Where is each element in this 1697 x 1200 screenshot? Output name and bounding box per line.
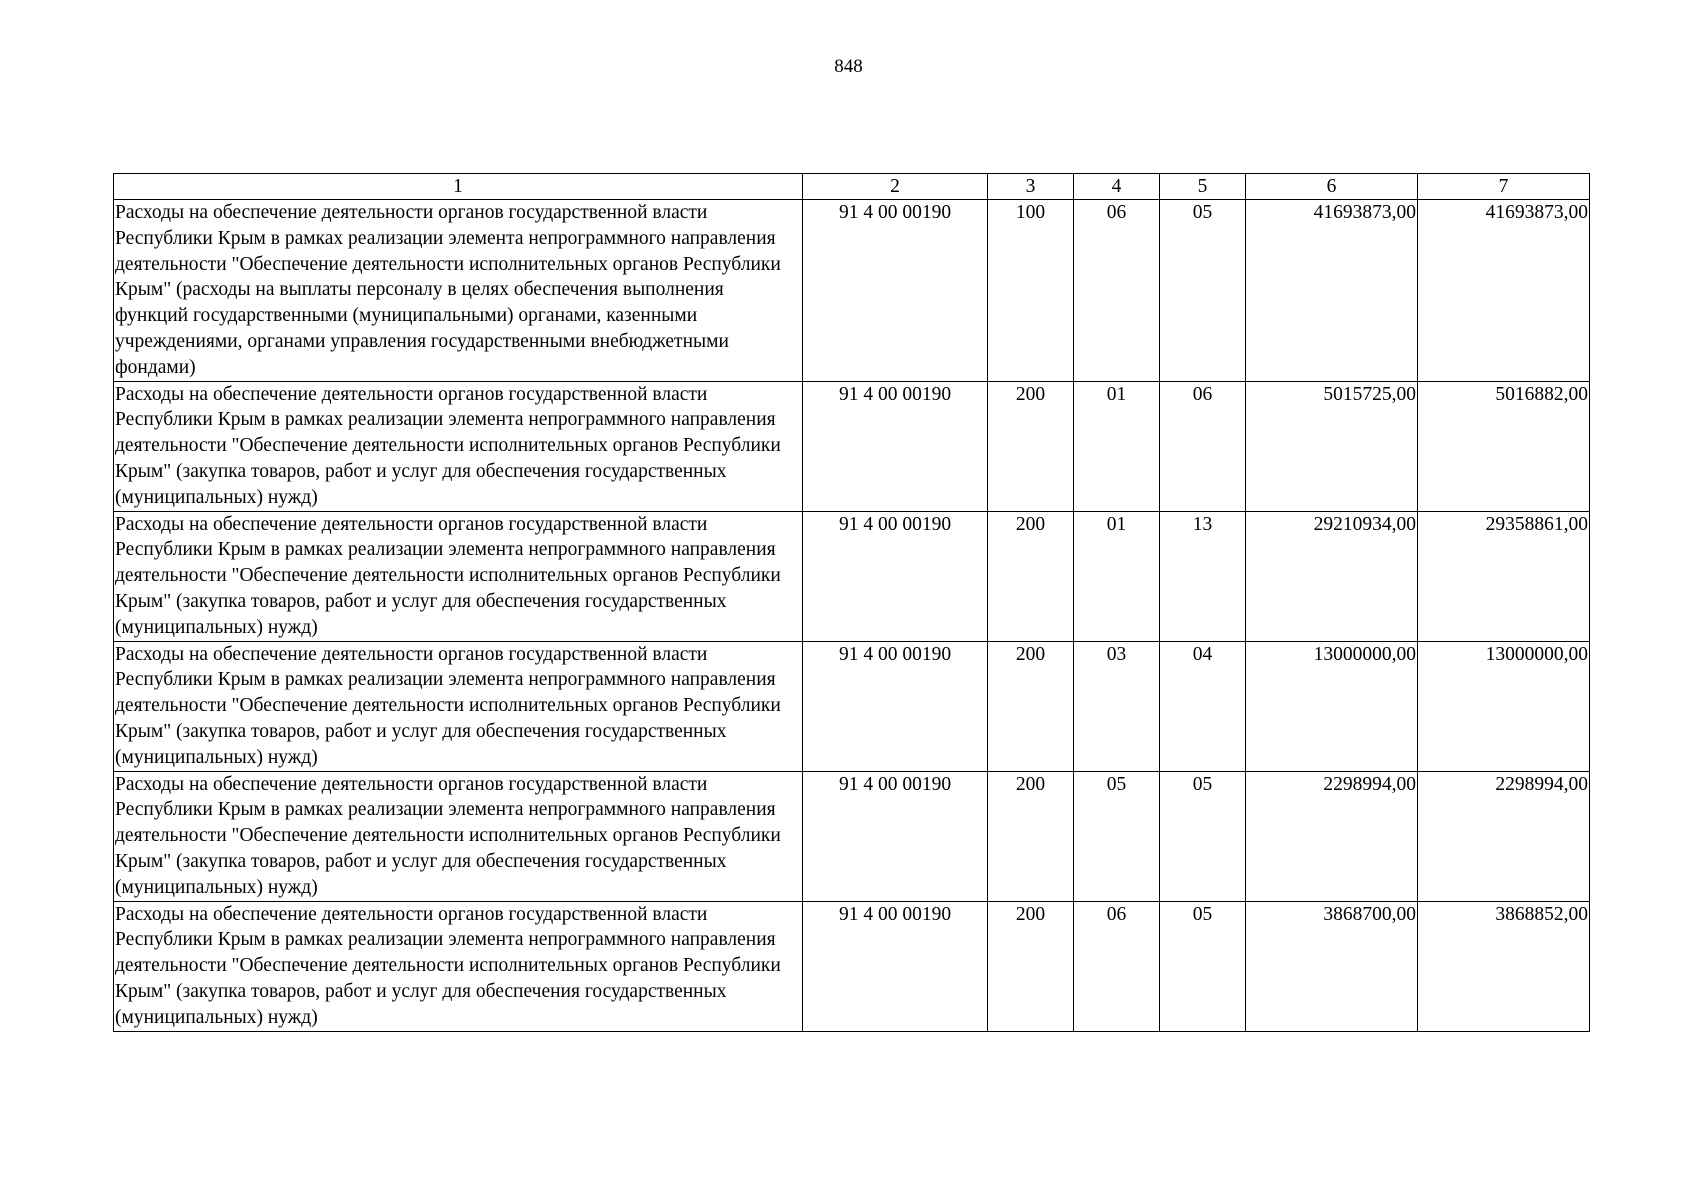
column-header-7: 7	[1418, 174, 1590, 200]
expense-description: Расходы на обеспечение деятельности органов государственной власти Республики Крым в рамках реализации элемента непрограммного направления деятельности "Обеспечение деятельности исполнительных органов Республики Крым" (закупка товаров, работ и услуг для обеспечения государственных (муниципальных) нужд)	[114, 511, 803, 641]
expense-type-code: 100	[988, 200, 1074, 382]
subsection-code: 04	[1160, 641, 1246, 771]
amount-column-6: 41693873,00	[1246, 200, 1418, 382]
column-header-3: 3	[988, 174, 1074, 200]
expense-description: Расходы на обеспечение деятельности органов государственной власти Республики Крым в рамках реализации элемента непрограммного направления деятельности "Обеспечение деятельности исполнительных органов Республики Крым" (закупка товаров, работ и услуг для обеспечения государственных (муниципальных) нужд)	[114, 381, 803, 511]
target-article-code: 91 4 00 00190	[803, 200, 988, 382]
section-code: 05	[1074, 771, 1160, 901]
table-row	[114, 200, 1590, 382]
amount-column-6: 13000000,00	[1246, 641, 1418, 771]
amount-column-7: 13000000,00	[1418, 641, 1590, 771]
table-row	[114, 901, 1590, 1031]
target-article-code: 91 4 00 00190	[803, 901, 988, 1031]
column-header-1: 1	[114, 174, 803, 200]
budget-table	[113, 173, 1590, 1032]
column-header-2: 2	[803, 174, 988, 200]
table-row	[114, 511, 1590, 641]
amount-column-6: 29210934,00	[1246, 511, 1418, 641]
expense-type-code: 200	[988, 641, 1074, 771]
section-code: 06	[1074, 200, 1160, 382]
amount-column-6: 5015725,00	[1246, 381, 1418, 511]
section-code: 01	[1074, 511, 1160, 641]
expense-description: Расходы на обеспечение деятельности органов государственной власти Республики Крым в рамках реализации элемента непрограммного направления деятельности "Обеспечение деятельности исполнительных органов Республики Крым" (закупка товаров, работ и услуг для обеспечения государственных (муниципальных) нужд)	[114, 641, 803, 771]
page-number: 848	[834, 56, 863, 77]
amount-column-7: 2298994,00	[1418, 771, 1590, 901]
table-header-row	[114, 174, 1590, 200]
column-header-4: 4	[1074, 174, 1160, 200]
table-row	[114, 381, 1590, 511]
target-article-code: 91 4 00 00190	[803, 771, 988, 901]
column-header-6: 6	[1246, 174, 1418, 200]
expense-type-code: 200	[988, 901, 1074, 1031]
amount-column-7: 41693873,00	[1418, 200, 1590, 382]
subsection-code: 05	[1160, 771, 1246, 901]
section-code: 06	[1074, 901, 1160, 1031]
amount-column-6: 2298994,00	[1246, 771, 1418, 901]
column-header-5: 5	[1160, 174, 1246, 200]
amount-column-7: 3868852,00	[1418, 901, 1590, 1031]
target-article-code: 91 4 00 00190	[803, 381, 988, 511]
subsection-code: 06	[1160, 381, 1246, 511]
target-article-code: 91 4 00 00190	[803, 511, 988, 641]
subsection-code: 05	[1160, 901, 1246, 1031]
expense-description: Расходы на обеспечение деятельности органов государственной власти Республики Крым в рамках реализации элемента непрограммного направления деятельности "Обеспечение деятельности исполнительных органов Республики Крым" (расходы на выплаты персоналу в целях обеспечения выполнения функций государственными (муниципальными) органами, казенными учреждениями, органами управления государственными внебюджетными фондами)	[114, 200, 803, 382]
expense-type-code: 200	[988, 511, 1074, 641]
amount-column-7: 5016882,00	[1418, 381, 1590, 511]
amount-column-7: 29358861,00	[1418, 511, 1590, 641]
section-code: 01	[1074, 381, 1160, 511]
expense-description: Расходы на обеспечение деятельности органов государственной власти Республики Крым в рамках реализации элемента непрограммного направления деятельности "Обеспечение деятельности исполнительных органов Республики Крым" (закупка товаров, работ и услуг для обеспечения государственных (муниципальных) нужд)	[114, 771, 803, 901]
subsection-code: 05	[1160, 200, 1246, 382]
table-row	[114, 641, 1590, 771]
table-row	[114, 771, 1590, 901]
section-code: 03	[1074, 641, 1160, 771]
expense-description: Расходы на обеспечение деятельности органов государственной власти Республики Крым в рамках реализации элемента непрограммного направления деятельности "Обеспечение деятельности исполнительных органов Республики Крым" (закупка товаров, работ и услуг для обеспечения государственных (муниципальных) нужд)	[114, 901, 803, 1031]
target-article-code: 91 4 00 00190	[803, 641, 988, 771]
amount-column-6: 3868700,00	[1246, 901, 1418, 1031]
subsection-code: 13	[1160, 511, 1246, 641]
expense-type-code: 200	[988, 771, 1074, 901]
expense-type-code: 200	[988, 381, 1074, 511]
